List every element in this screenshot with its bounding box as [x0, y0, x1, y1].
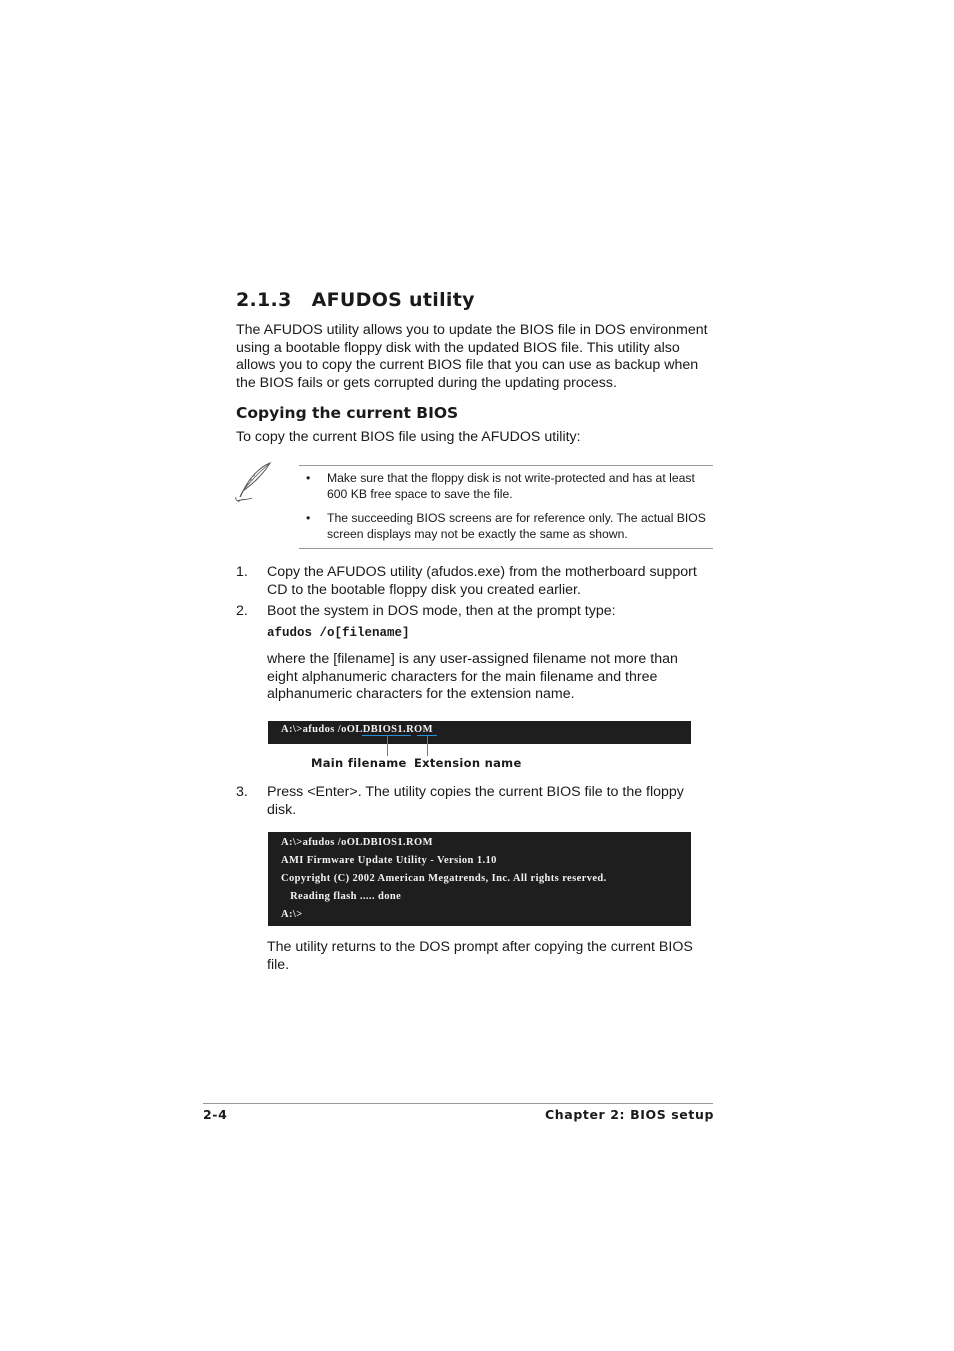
- callout-leader-main: [387, 735, 388, 756]
- cmd-dot: .: [403, 724, 407, 735]
- note-text: The succeeding BIOS screens are for reference only. The actual BIOS screen displays may not be exactly the same as shown.: [327, 511, 706, 541]
- step-number: 1.: [236, 564, 248, 580]
- step-explanation: where the [filename] is any user-assigned filename not more than eight alphanumeric characters for the main filename and three alphanumeric characters for the extension name.: [267, 651, 678, 702]
- section-title: AFUDOS utility: [311, 289, 475, 311]
- dos-screen-output: [268, 832, 691, 926]
- intro-paragraph: The AFUDOS utility allows you to update the BIOS file in DOS environment using a bootable floppy disk with the updated BIOS file. This utility also allows you to copy the current BIOS file that you can use as backup when the BIOS fails or gets corrupted during the updating process.: [236, 322, 708, 391]
- chapter-title: Chapter 2: BIOS setup: [545, 1107, 714, 1122]
- footer-rule: [203, 1103, 713, 1104]
- step-number: 2.: [236, 603, 248, 619]
- dos-line: A:\>: [281, 909, 303, 920]
- dos-line: Copyright (C) 2002 American Megatrends, Inc. All rights reserved.: [281, 873, 607, 884]
- section-number: 2.1.3: [236, 289, 292, 311]
- cmd-extension: ROM: [406, 724, 433, 735]
- label-main-filename: Main filename: [311, 756, 407, 770]
- callout-leader-ext: [427, 735, 428, 756]
- step-text: Copy the AFUDOS utility (afudos.exe) from the motherboard support CD to the bootable floppy disk you created earlier.: [267, 564, 697, 598]
- bullet: •: [306, 511, 311, 525]
- step-number: 3.: [236, 784, 248, 800]
- cmd-prefix: A:\>afudos /o: [281, 724, 347, 735]
- bullet: •: [306, 471, 311, 485]
- section-heading: [236, 289, 475, 311]
- dos-screen-command: [268, 721, 691, 744]
- dos-line: AMI Firmware Update Utility - Version 1.10: [281, 855, 497, 866]
- dos-line: [281, 724, 433, 735]
- note-box: [299, 465, 713, 549]
- label-extension-name: Extension name: [414, 756, 522, 770]
- page-number: 2-4: [203, 1107, 228, 1122]
- command-line: afudos /o[filename]: [267, 626, 410, 640]
- subsection-title: Copying the current BIOS: [236, 404, 459, 422]
- dos-line: Reading flash ..... done: [281, 891, 402, 902]
- step-text: Press <Enter>. The utility copies the current BIOS file to the floppy disk.: [267, 784, 684, 818]
- cmd-main-filename: OLDBIOS1: [346, 724, 404, 735]
- note-text: Make sure that the floppy disk is not write-protected and has at least 600 KB free space to save the file.: [327, 471, 695, 501]
- quill-pen-icon: [234, 461, 274, 503]
- subsection-lead: To copy the current BIOS file using the AFUDOS utility:: [236, 429, 581, 445]
- step-explanation: The utility returns to the DOS prompt after copying the current BIOS file.: [267, 939, 693, 973]
- dos-line: A:\>afudos /oOLDBIOS1.ROM: [281, 837, 433, 848]
- step-text: Boot the system in DOS mode, then at the prompt type:: [267, 603, 616, 619]
